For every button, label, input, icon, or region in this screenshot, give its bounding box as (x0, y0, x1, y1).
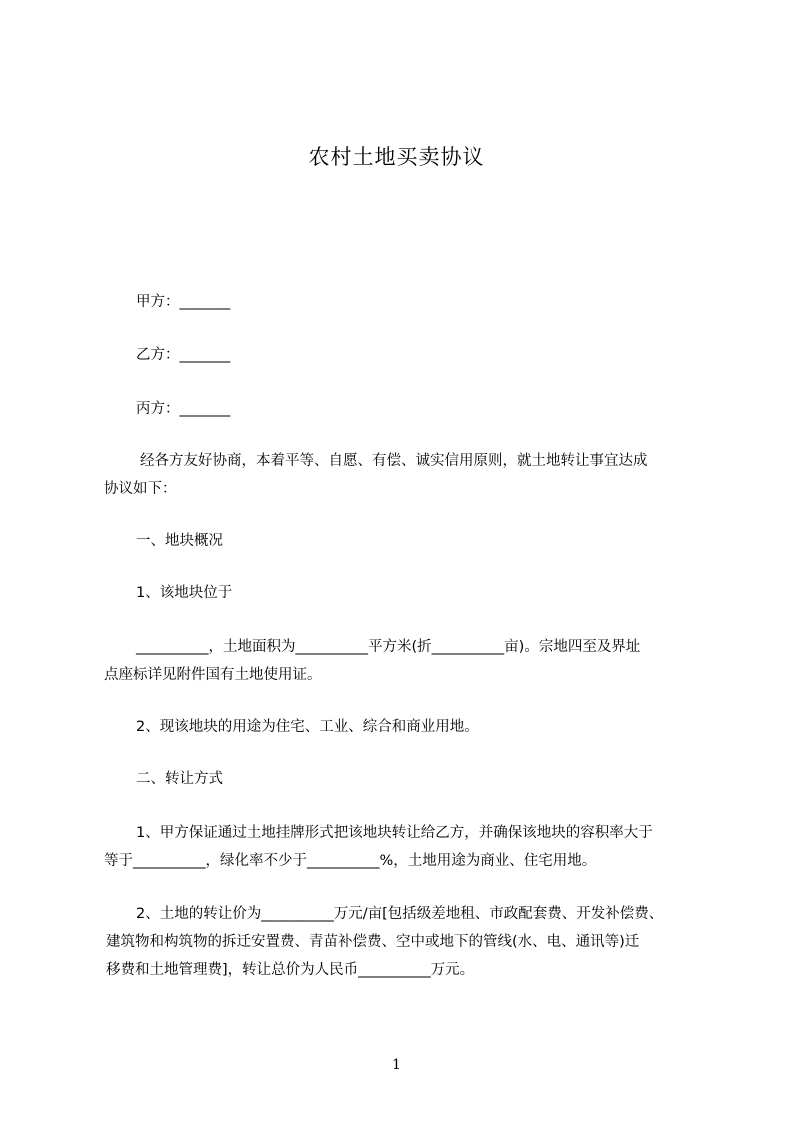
section2-heading: 二、转让方式 (136, 771, 223, 787)
section2-item1 (104, 819, 724, 875)
party-b-line: 乙方：_______ (136, 347, 231, 363)
intro-line-1: 经各方友好协商，本着平等、自愿、有偿、诚实信用原则，就土地转让事宜达成 (140, 453, 648, 469)
party-a-line: 甲方：_______ (136, 294, 231, 310)
section1-heading: 一、地块概况 (136, 533, 223, 549)
section2-item2-line-3: 移费和土地管理费]，转让总价为人民币__________万元。 (106, 962, 475, 978)
page-number: 1 (392, 1057, 401, 1073)
document-title: 农村土地买卖协议 (308, 145, 485, 169)
section1-item1-detail-line-1: __________，土地面积为__________平方米(折__________亩)。宗地四至及界址 (136, 639, 641, 655)
section2-item2 (104, 900, 724, 984)
section1-item1: 1、该地块位于 (136, 585, 233, 601)
section2-item2-line-2: 建筑物和构筑物的拆迁安置费、青苗补偿费、空中或地下的管线(水、电、通讯等)迁 (106, 934, 640, 950)
section1-item2: 2、现该地块的用途为住宅、工业、综合和商业用地。 (136, 719, 479, 735)
section1-item1-detail-line-2: 点座标详见附件国有土地使用证。 (104, 667, 322, 683)
section2-item2-line-1: 2、土地的转让价为__________万元/亩[包括级差地租、市政配套费、开发补偿费、 (136, 906, 664, 922)
party-c-line: 丙方：_______ (136, 401, 231, 417)
section2-item1-line-2: 等于__________，绿化率不少于__________%，土地用途为商业、住宅用地。 (104, 853, 597, 869)
intro-line-2: 协议如下： (104, 481, 177, 497)
section1-item1-detail (104, 633, 724, 689)
section2-item1-line-1: 1、甲方保证通过土地挂牌形式把该地块转让给乙方，并确保该地块的容积率大于 (136, 825, 653, 841)
intro-paragraph (104, 447, 724, 503)
